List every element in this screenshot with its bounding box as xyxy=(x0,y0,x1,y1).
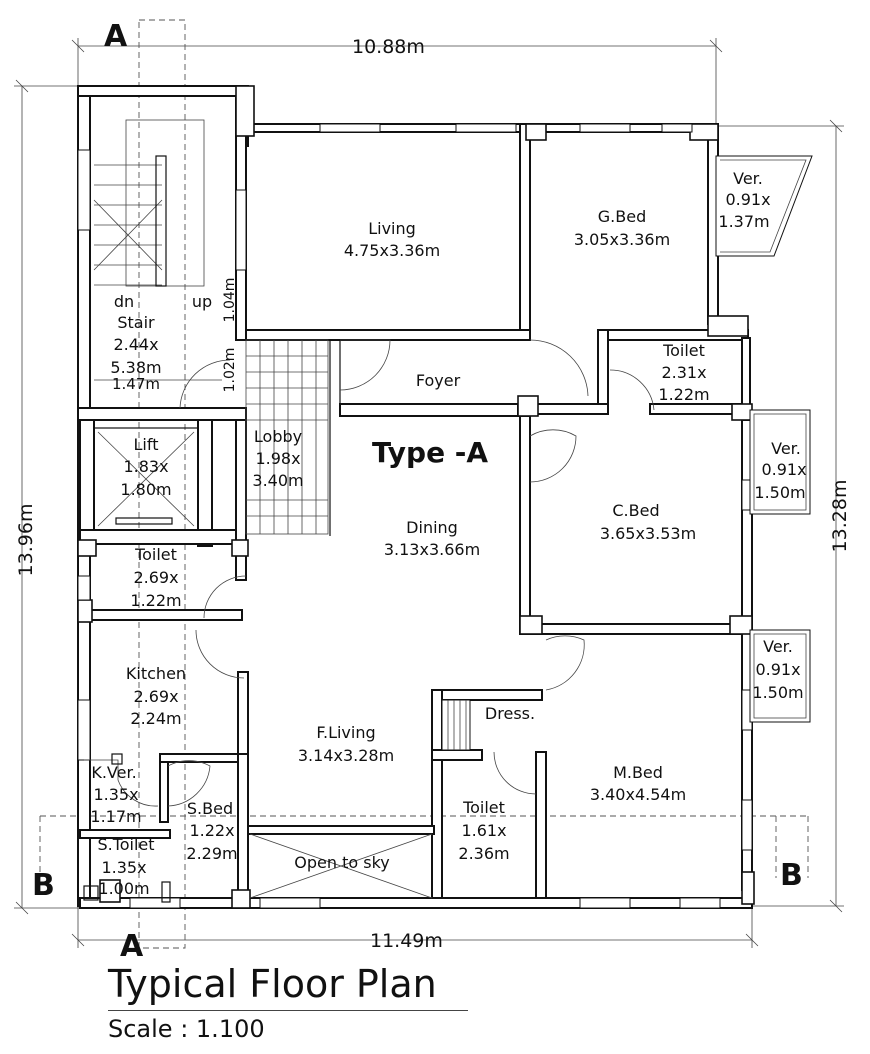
living-name: Living xyxy=(368,219,416,238)
ver-low-line2: 1.50m xyxy=(752,683,804,702)
kitchen-line2: 2.24m xyxy=(130,709,182,728)
s-bed-line2: 2.29m xyxy=(186,844,238,863)
toilet-b-line2: 1.22m xyxy=(130,591,182,610)
c-bed-size: 3.65x3.53m xyxy=(599,524,697,543)
lobby-line1: 1.98x xyxy=(255,449,301,468)
foyer-name: Foyer xyxy=(415,371,461,390)
dimension-bottom-width: 11.49m xyxy=(370,930,443,952)
lobby-line2: 3.40m xyxy=(252,471,304,490)
k-ver-name: K.Ver. xyxy=(91,763,137,782)
f-living-size: 3.14x3.28m xyxy=(297,746,395,765)
toilet-c-line2: 2.36m xyxy=(458,844,510,863)
ver-top-name: Ver. xyxy=(733,169,763,188)
dimension-right-height: 13.28m xyxy=(829,479,851,553)
wardrobe xyxy=(442,700,470,750)
g-bed-size: 3.05x3.36m xyxy=(573,230,671,249)
ver-mid-name: Ver. xyxy=(771,439,801,458)
stair-line2: 5.38m xyxy=(110,358,162,377)
title-underline xyxy=(108,1010,468,1011)
section-marker-a-bottom: A xyxy=(120,929,144,964)
toilet-a-name: Toilet xyxy=(663,341,705,360)
lift-line1: 1.83x xyxy=(123,457,169,476)
c-bed-name: C.Bed xyxy=(612,501,660,520)
stair-name: Stair xyxy=(117,313,155,332)
dimension-stair-door: 1.04m xyxy=(222,277,238,323)
s-toilet-line1: 1.35x xyxy=(101,858,147,877)
ver-top-line2: 1.37m xyxy=(718,212,770,231)
f-living-name: F.Living xyxy=(316,723,376,742)
section-marker-b-right: B xyxy=(780,858,803,893)
stair-line3: 1.47m xyxy=(111,375,161,393)
s-toilet-name: S.Toilet xyxy=(97,835,155,854)
dimension-top-width: 10.88m xyxy=(352,36,425,58)
open-to-sky-name: Open to sky xyxy=(294,853,390,872)
stair-up: up xyxy=(191,292,213,311)
toilet-c-name: Toilet xyxy=(463,798,505,817)
m-bed-name: M.Bed xyxy=(613,763,663,782)
dress-name: Dress. xyxy=(484,704,536,723)
plan-type-label: Type -A xyxy=(372,436,489,469)
ver-mid-line1: 0.91x xyxy=(761,460,807,479)
stair-line1: 2.44x xyxy=(113,335,159,354)
m-bed-size: 3.40x4.54m xyxy=(589,785,687,804)
lift-name: Lift xyxy=(133,435,159,454)
drawing-scale: Scale : 1.100 xyxy=(108,1015,265,1043)
toilet-b-line1: 2.69x xyxy=(133,568,179,587)
ver-low-line1: 0.91x xyxy=(755,660,801,679)
dining-name: Dining xyxy=(406,518,458,537)
drawing-title: Typical Floor Plan xyxy=(108,962,437,1006)
dining-size: 3.13x3.66m xyxy=(383,540,481,559)
k-ver-line1: 1.35x xyxy=(93,785,139,804)
kitchen-name: Kitchen xyxy=(125,664,187,683)
dimension-left-height: 13.96m xyxy=(15,503,37,577)
s-toilet-line2: 1.00m xyxy=(98,879,150,898)
toilet-a-line2: 1.22m xyxy=(658,385,710,404)
stair-dn: dn xyxy=(113,292,135,311)
s-bed-name: S.Bed xyxy=(186,799,234,818)
living-size: 4.75x3.36m xyxy=(343,241,441,260)
k-ver-line2: 1.17m xyxy=(90,807,142,826)
lift-line2: 1.80m xyxy=(120,480,172,499)
toilet-a-line1: 2.31x xyxy=(661,363,707,382)
s-bed-line1: 1.22x xyxy=(189,821,235,840)
toilet-b-name: Toilet xyxy=(135,545,177,564)
toilet-c-line1: 1.61x xyxy=(461,821,507,840)
ver-low-name: Ver. xyxy=(763,637,793,656)
g-bed-name: G.Bed xyxy=(597,207,647,226)
lobby-name: Lobby xyxy=(253,427,303,446)
section-marker-a-top: A xyxy=(104,19,128,54)
ver-mid-line2: 1.50m xyxy=(754,483,806,502)
kitchen-line1: 2.69x xyxy=(133,687,179,706)
ver-top-line1: 0.91x xyxy=(725,190,771,209)
section-marker-b-left: B xyxy=(32,868,55,903)
dimension-stair-door-2: 1.02m xyxy=(222,347,238,393)
